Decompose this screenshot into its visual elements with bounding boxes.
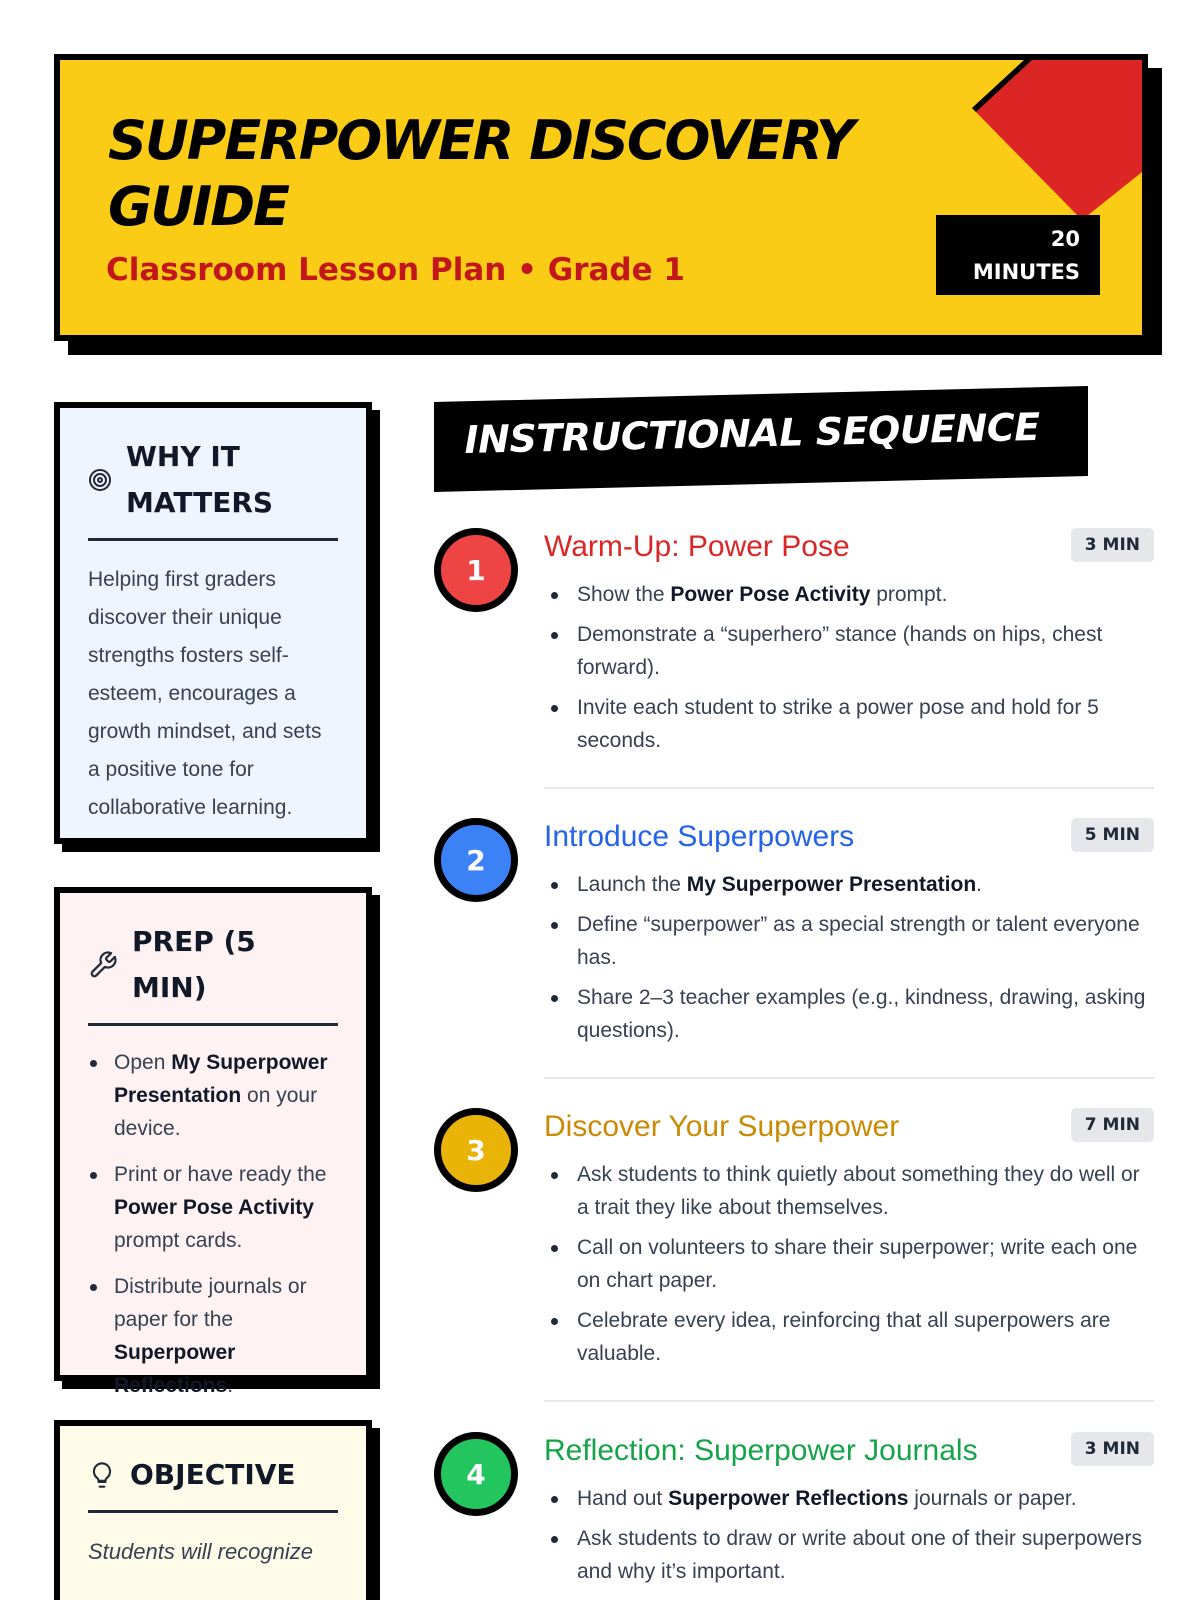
page-subtitle: Classroom Lesson Plan • Grade 1 — [106, 252, 685, 288]
step-number-badge: 1 — [434, 528, 518, 612]
why-card-header — [88, 434, 338, 541]
step-3 — [434, 1108, 1154, 1368]
why-title-line2: MATTERS — [126, 486, 274, 519]
page-title: SUPERPOWER DISCOVERY GUIDE — [108, 109, 853, 238]
step-list — [544, 1158, 1154, 1377]
step-title: Discover Your Superpower — [544, 1110, 900, 1143]
duration-badge — [936, 215, 1100, 295]
step-item: Demonstrate a “superhero” stance (hands on hips, chest forward). — [544, 618, 1154, 684]
step-list — [544, 868, 1154, 1054]
step-duration: 3 MIN — [1071, 1432, 1154, 1466]
step-item: Celebrate every idea, reinforcing that all superpowers are valuable. — [544, 1304, 1154, 1370]
duration-number: 20 — [1050, 227, 1080, 251]
step-duration: 5 MIN — [1071, 818, 1154, 852]
objective-text: Students will recognize — [88, 1539, 314, 1564]
step-item: Define “superpower” as a special strength or talent everyone has. — [544, 908, 1154, 974]
prep-card-header — [88, 919, 338, 1026]
step-item: Hand out Superpower Reflections journals or paper. — [544, 1482, 1154, 1515]
page-header — [54, 54, 1148, 341]
lightbulb-icon — [88, 1460, 116, 1490]
step-item: Show the Power Pose Activity prompt. — [544, 578, 1154, 611]
prep-card — [54, 887, 372, 1397]
step-divider — [544, 1400, 1154, 1402]
step-duration: 3 MIN — [1071, 528, 1154, 562]
target-icon — [88, 468, 112, 492]
step-title: Warm-Up: Power Pose — [544, 530, 850, 563]
step-list — [544, 578, 1154, 764]
duration-unit: MINUTES — [972, 260, 1080, 284]
step-title: Introduce Superpowers — [544, 820, 855, 853]
step-item: Invite each student to strike a power pose and hold for 5 seconds. — [544, 691, 1154, 757]
step-item: Launch the My Superpower Presentation. — [544, 868, 1154, 901]
step-item: Share 2–3 teacher examples (e.g., kindness, drawing, asking questions). — [544, 981, 1154, 1047]
step-title: Reflection: Superpower Journals — [544, 1434, 978, 1467]
objective-card-title: OBJECTIVE — [130, 1458, 296, 1491]
step-item: Ask students to think quietly about something they do well or a trait they like about themselves. — [544, 1158, 1154, 1224]
step-list — [544, 1482, 1154, 1595]
step-number-badge: 2 — [434, 818, 518, 902]
prep-card-title: PREP (5 MIN) — [132, 925, 256, 1004]
step-number-badge: 3 — [434, 1108, 518, 1192]
prep-item: Distribute journals or paper for the Superpower Reflections. — [88, 1270, 338, 1402]
step-item: Ask students to draw or write about one of their superpowers and why it’s important. — [544, 1522, 1154, 1588]
step-item: Call on volunteers to share their superpower; write each one on chart paper. — [544, 1231, 1154, 1297]
corner-decoration — [972, 60, 1142, 220]
sequence-title: INSTRUCTIONAL SEQUENCE — [464, 404, 1041, 462]
step-divider — [544, 787, 1154, 789]
step-1 — [434, 528, 1154, 758]
why-title-line1: WHY IT — [126, 440, 240, 473]
objective-card-header — [88, 1452, 338, 1513]
step-number-badge: 4 — [434, 1432, 518, 1516]
prep-item: Print or have ready the Power Pose Activity prompt cards. — [88, 1158, 338, 1257]
prep-item: Open My Superpower Presentation on your device. — [88, 1046, 338, 1145]
wrench-icon — [88, 950, 118, 980]
why-card-title — [126, 434, 273, 526]
prep-list — [88, 1046, 338, 1402]
objective-card — [54, 1420, 372, 1600]
step-duration: 7 MIN — [1071, 1108, 1154, 1142]
step-divider — [544, 1077, 1154, 1079]
step-4 — [434, 1432, 1154, 1600]
why-card — [54, 402, 372, 844]
why-card-text: Helping first graders discover their unique strengths fosters self-esteem, encourages a growth mindset, and sets a positive tone for collaborative learning. — [88, 568, 322, 819]
step-2 — [434, 818, 1154, 1048]
